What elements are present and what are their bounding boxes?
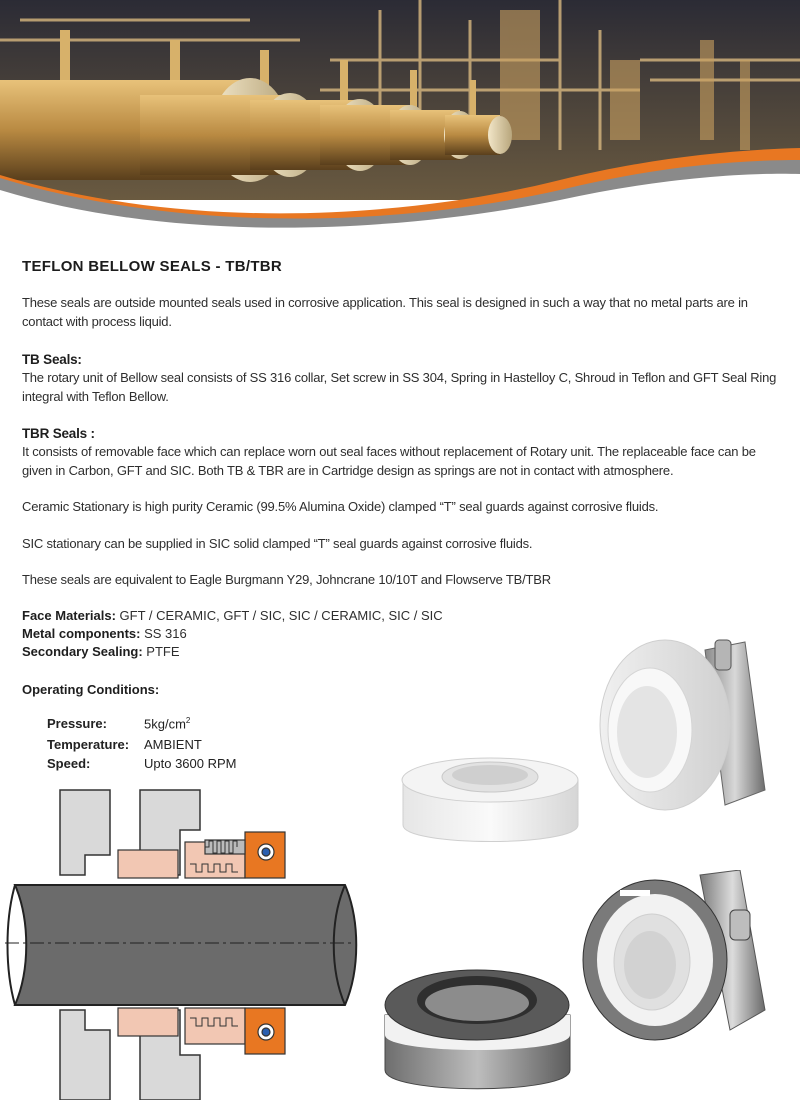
equivalent-text: These seals are equivalent to Eagle Burgmann Y29, Johncrane 10/10T and Flowserve TB/TBR (22, 572, 551, 587)
tbr-seal-photo (580, 870, 775, 1045)
tbr-seals-text: It consists of removable face which can replace worn out seal faces without replacement of Rotary unit. The replaceable face can be given in Carbon, GFT and SIC. Both TB & TBR are in Cartridge design as springs are not in contact with atmosphere. (22, 444, 756, 478)
metal-components-value: SS 316 (140, 626, 187, 641)
housing-block-top-left (60, 790, 110, 875)
tb-seal-photo (595, 630, 775, 815)
page-title: TEFLON BELLOW SEALS - TB/TBR (22, 258, 283, 275)
tbr-seals-heading: TBR Seals : (22, 426, 95, 441)
sic-stationary-photo (380, 955, 575, 1095)
header-banner (0, 0, 800, 235)
temperature-row (47, 737, 202, 752)
pressure-row (47, 716, 190, 731)
stationary-seat-top (118, 850, 178, 878)
ceramic-stationary-text: Ceramic Stationary is high purity Ceramic (99.5% Alumina Oxide) clamped “T” seal guards against corrosive fluids. (22, 499, 659, 514)
tb-seals-text: The rotary unit of Bellow seal consists of SS 316 collar, Set screw in SS 304, Spring in Hastelloy C, Shroud in Teflon and GFT Seal Ring integral with Teflon Bellow. (22, 370, 777, 404)
shaft (15, 885, 356, 1005)
housing-block-bottom-left (60, 1010, 110, 1100)
speed-row (47, 756, 237, 771)
intro-paragraph: These seals are outside mounted seals used in corrosive application. This seal is designed in such a way that no metal parts are in contact with process liquid. (22, 295, 748, 329)
stationary-seat-bottom (118, 1008, 178, 1036)
seal-cross-section-diagram (0, 780, 370, 1100)
pressure-value: 5kg/cm (144, 716, 186, 732)
temperature-value: AMBIENT (144, 737, 202, 752)
temperature-label: Temperature: (47, 737, 130, 752)
secondary-sealing-row (22, 643, 180, 661)
speed-label: Speed: (47, 756, 91, 771)
metal-components-label: Metal components: (22, 626, 141, 641)
secondary-sealing-value: PTFE (142, 644, 180, 659)
ceramic-stationary-photo (398, 745, 583, 855)
face-materials-value: GFT / CERAMIC, GFT / SIC, SIC / CERAMIC, SIC / SIC (115, 608, 443, 623)
face-materials-row (22, 607, 443, 625)
secondary-sealing-label: Secondary Sealing: (22, 644, 143, 659)
tb-seals-heading: TB Seals: (22, 352, 82, 367)
face-materials-label: Face Materials: (22, 608, 116, 623)
sic-stationary-text: SIC stationary can be supplied in SIC solid clamped “T” seal guards against corrosive fluids. (22, 536, 533, 551)
metal-components-row (22, 625, 187, 643)
pressure-unit-superscript: 2 (185, 716, 191, 725)
operating-conditions-heading: Operating Conditions: (22, 682, 160, 697)
speed-value: Upto 3600 RPM (144, 756, 237, 771)
pressure-label: Pressure: (47, 716, 107, 732)
